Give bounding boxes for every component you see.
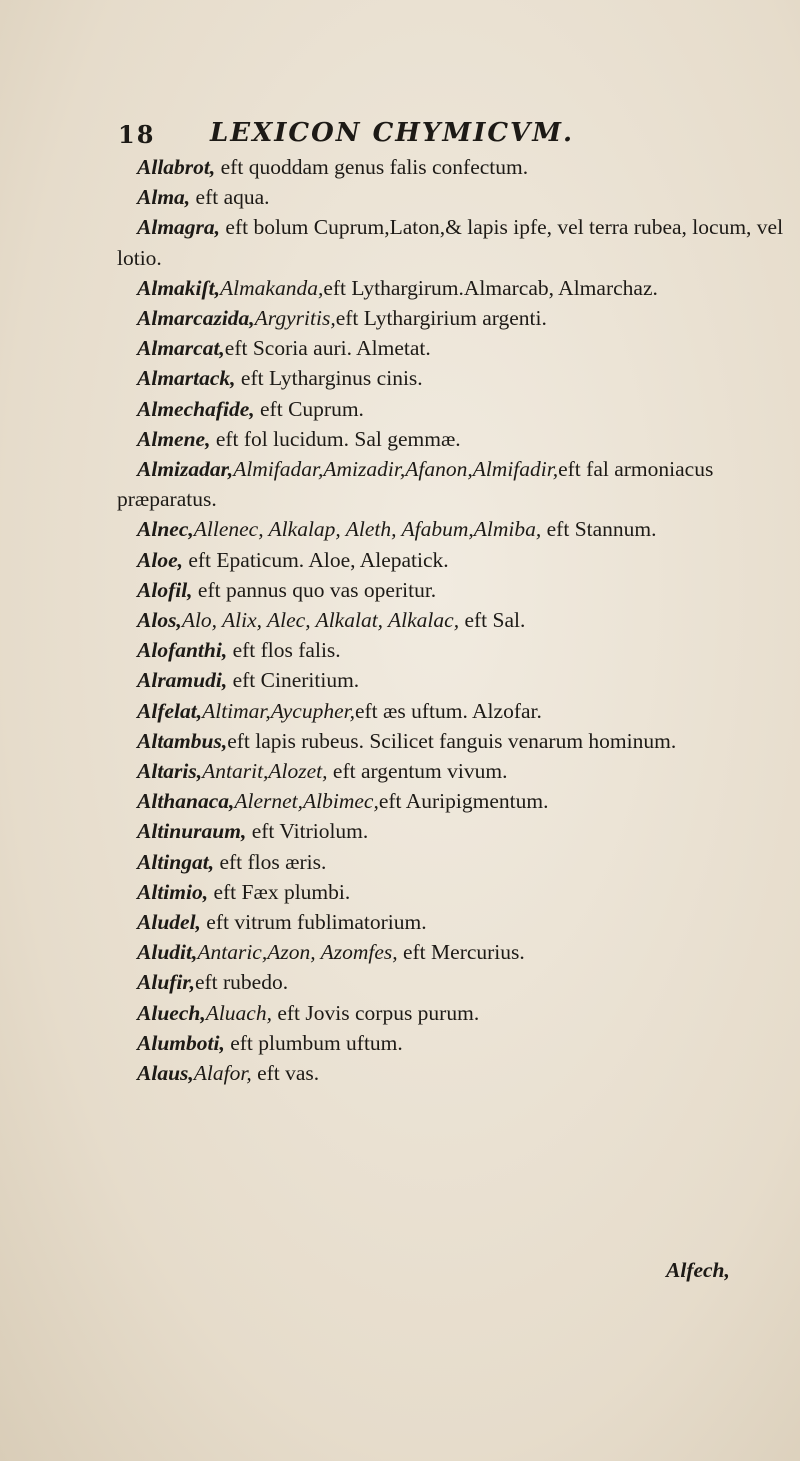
entry-definition: eft fal armoniacus præparatus. [117,457,714,512]
lexicon-entry [117,847,787,877]
entry-synonyms: Antaric,Azon, Azomfes, [197,940,398,965]
entry-definition: eft Lytharginus cinis. [235,366,423,391]
entry-headword: Almarcat, [137,336,225,361]
entry-definition: eft rubedo. [194,970,289,995]
entry-definition: eft flos æris. [214,849,327,874]
lexicon-entry [117,907,787,937]
entry-definition: eft Cineritium. [227,668,360,693]
entry-headword: Aloe, [137,547,183,572]
lexicon-entry [117,545,787,575]
lexicon-entry [117,605,787,635]
entry-definition: eft Auripigmentum. [378,789,549,814]
entry-definition: eft quoddam genus falis confectum. [215,155,529,179]
entry-headword: Altingat, [137,849,215,874]
entry-headword: Alufir, [137,970,195,995]
entry-definition: eft bolum Cuprum,Laton,& lapis ipfe, vel terra rubea, locum, vel lotio. [117,215,784,270]
entry-definition: eft Cuprum. [254,396,364,421]
lexicon-entry [117,967,787,997]
lexicon-entry [117,665,787,695]
entry-headword: Aludel, [137,910,201,935]
lexicon-entry [117,1028,787,1058]
entry-headword: Almarcazida, [137,306,255,331]
entry-headword: Altimio, [137,879,209,904]
entry-definition: eft Lythargirum.Almarcab, Almarchaz. [323,275,658,300]
entry-definition: eft aqua. [190,185,270,210]
entry-synonyms: Alo, Alix, Alec, Alkalat, Alkalac, [181,608,460,633]
running-header [118,118,758,152]
lexicon-entry [117,454,787,514]
entry-headword: Almagra, [137,215,221,240]
lexicon-entries [117,152,787,1088]
entry-definition: eft flos falis. [227,638,341,663]
entry-headword: Aludit, [137,940,198,965]
lexicon-entry [117,424,787,454]
entry-definition: eft pannus quo vas operitur. [192,577,437,602]
entry-definition: eft lapis rubeus. Scilicet fanguis venarum hominum. [227,728,677,753]
entry-headword: Alma, [137,185,191,210]
entry-synonyms: Alernet,Albimec, [234,789,379,814]
entry-headword: Almizadar, [137,457,234,482]
lexicon-entry [117,212,787,272]
entry-definition: eft Epaticum. Aloe, Alepatick. [182,547,449,572]
entry-headword: Althanaca, [137,789,235,814]
entry-definition: eft argentum vivum. [327,759,508,784]
lexicon-entry [117,273,787,303]
lexicon-entry [117,333,787,363]
entry-headword: Almakiſt, [137,275,221,300]
lexicon-entry [117,363,787,393]
entry-synonyms: Aluach, [205,1000,272,1025]
lexicon-entry [117,182,787,212]
lexicon-entry [117,816,787,846]
entry-headword: Alofanthi, [137,638,228,663]
catchword: Alfech, [666,1258,730,1282]
entry-definition: eft Scoria auri. Almetat. [224,336,431,361]
entry-definition: eft Stannum. [541,517,657,542]
lexicon-entry [117,756,787,786]
entry-definition: eft fol lucidum. Sal gemmæ. [210,426,461,451]
entry-synonyms: Altimar,Aycupher, [202,698,355,723]
entry-headword: Alnec, [137,517,194,542]
entry-definition: eft æs uftum. Alzofar. [354,698,542,723]
entry-synonyms: Antarit,Alozet, [202,759,328,784]
lexicon-entry [117,696,787,726]
entry-headword: Alaus, [137,1061,194,1086]
lexicon-entry [117,514,787,544]
page-number: 18 [118,120,156,149]
entry-synonyms: Almifadar,Amizadir,Afanon,Almifadir, [233,457,559,482]
lexicon-entry [117,998,787,1028]
lexicon-entry [117,877,787,907]
lexicon-entry [117,575,787,605]
lexicon-entry [117,937,787,967]
entry-definition: eft plumbum uftum. [224,1030,403,1055]
entry-headword: Alramudi, [137,668,228,693]
running-title: LEXICON CHYMICVM. [210,118,575,148]
entry-headword: Alofil, [137,577,193,602]
entry-definition: eft Vitriolum. [246,819,369,844]
entry-synonyms: Almakanda, [220,275,324,300]
entry-headword: Alos, [137,608,182,633]
entry-synonyms: Alafor, [193,1061,252,1086]
entry-headword: Altinuraum, [137,819,247,844]
lexicon-entry [117,303,787,333]
entry-headword: Altaris, [137,759,203,784]
entry-definition: eft vitrum fublimatorium. [200,910,427,935]
lexicon-entry [117,786,787,816]
entry-definition: eft Sal. [459,608,526,633]
entry-headword: Allabrot, [137,155,216,179]
entry-definition: eft vas. [251,1061,320,1086]
entry-headword: Almartack, [137,366,236,391]
entry-synonyms: Argyritis, [254,306,336,331]
entry-headword: Alumboti, [137,1030,225,1055]
lexicon-entry [117,1058,787,1088]
entry-definition: eft Jovis corpus purum. [271,1000,480,1025]
entry-definition: eft Fæx plumbi. [208,879,351,904]
lexicon-entry [117,394,787,424]
entry-synonyms: Allenec, Alkalap, Aleth, Afabum,Almiba, [193,517,542,542]
entry-headword: Almechafide, [137,396,255,421]
entry-definition: eft Lythargirium argenti. [335,306,547,331]
lexicon-entry [117,635,787,665]
entry-headword: Aluech, [137,1000,206,1025]
entry-headword: Almene, [137,426,211,451]
lexicon-entry [117,726,787,756]
lexicon-entry [117,152,787,182]
entry-headword: Alfelat, [137,698,203,723]
entry-definition: eft Mercurius. [397,940,525,965]
entry-headword: Altambus, [137,728,228,753]
